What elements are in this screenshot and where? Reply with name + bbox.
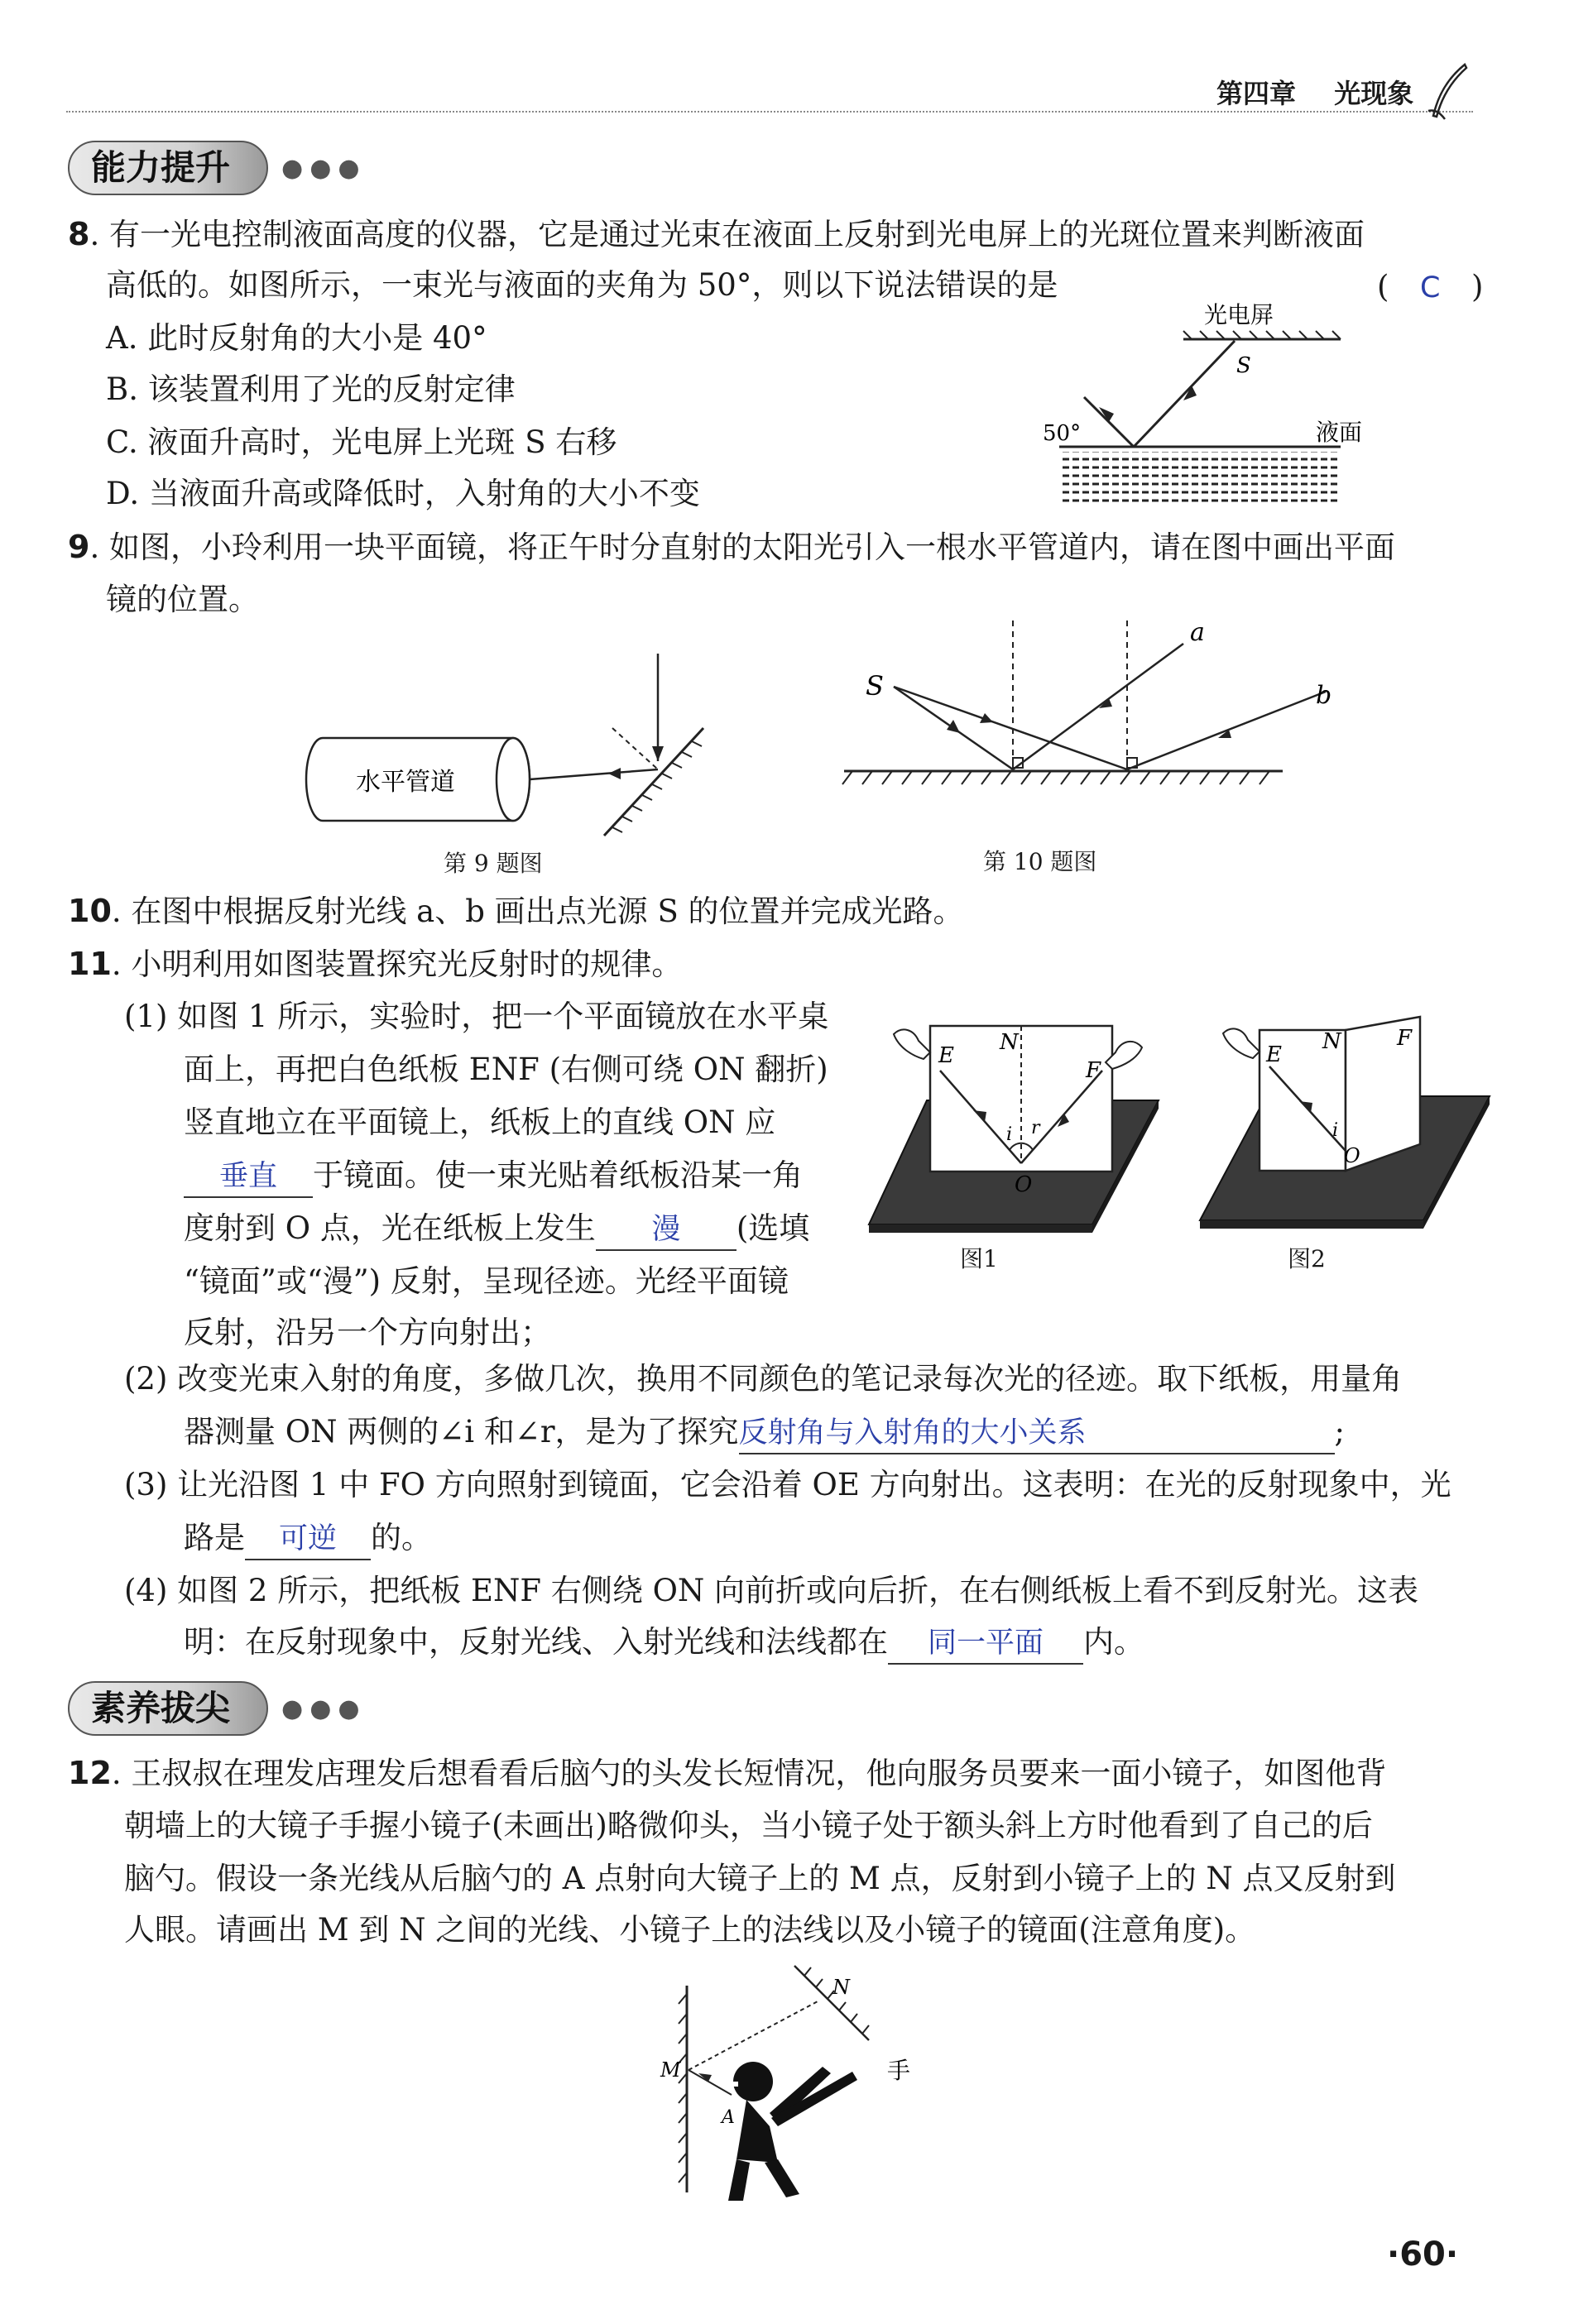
q8-number: 8: [68, 216, 90, 252]
q9-line2: 镜的位置。: [106, 582, 259, 617]
hand-label: 手: [887, 2057, 911, 2084]
fig2-label-f: F: [1397, 1026, 1413, 1051]
q11-p3-l2-end: 的。: [371, 1520, 432, 1555]
q11-p1-l5: [184, 1203, 809, 1254]
q12-line3: 脑勺。假设一条光线从后脑勺的 A 点射向大镜子上的 M 点，反射到小镜子上的 N 点又反射到: [124, 1861, 1396, 1896]
fig2-label-i: i: [1332, 1120, 1339, 1141]
section-title: 能力提升: [68, 141, 268, 195]
screen-label: 光电屏: [1204, 301, 1274, 328]
q11-p1-l4-text: 于镜面。使一束光贴着纸板沿某一角: [313, 1157, 803, 1193]
q11-answer-3: 反射角与入射角的大小关系: [739, 1413, 1335, 1454]
q11-p2-l2: [184, 1406, 1345, 1458]
q11-p3-l2-text: 路是: [184, 1520, 245, 1555]
section-header-excellence: [68, 1681, 367, 1736]
q8-line1: [68, 208, 1365, 261]
q11-answer-2: 漫: [596, 1210, 737, 1251]
q10-line: [68, 885, 964, 937]
liquid-label: 液面: [1316, 419, 1363, 446]
q12-line4: 人眼。请画出 M 到 N 之间的光线、小镜子上的法线以及小镜子的镜面(注意角度)。: [124, 1912, 1256, 1948]
q8-line2: 高低的。如图所示，一束光与液面的夹角为 50°，则以下说法错误的是: [106, 267, 1058, 303]
q11-intro-text: . 小明利用如图装置探究光反射时的规律。: [111, 946, 683, 982]
q11-p2-l1: (2) 改变光束入射的角度，多做几次，换用不同颜色的笔记录每次光的径迹。取下纸板，用量角: [124, 1361, 1403, 1397]
ray-b-label: b: [1316, 681, 1332, 710]
header-rule: [66, 111, 1473, 113]
q11-p1-l5-end: (选填: [736, 1210, 810, 1246]
q11-p3-l2: [184, 1512, 432, 1564]
header-chapter: [1216, 73, 1413, 111]
section-dots: ●●●: [281, 153, 367, 183]
q8-option-c: C. 液面升高时，光电屏上光斑 S 右移: [106, 424, 617, 460]
q11-p1-l7: 反射，沿另一个方向射出；: [184, 1315, 551, 1350]
ray-a-label: a: [1190, 618, 1205, 647]
source-label: S: [866, 670, 884, 702]
paren-close: ): [1471, 269, 1484, 304]
quill-icon: [1423, 61, 1473, 122]
q8-option-b: B. 该装置利用了光的反射定律: [106, 371, 516, 407]
q11-p1-l3: 竖直地立在平面镜上，纸板上的直线 ON 应: [184, 1104, 776, 1140]
spot-label: S: [1236, 353, 1251, 378]
q10-caption: 第 10 题图: [983, 848, 1097, 875]
q11-p3-l1: (3) 让光沿图 1 中 FO 方向照射到镜面，它会沿着 OE 方向射出。这表明：在光的反射现象中，光: [124, 1467, 1451, 1502]
q12-line2: 朝墙上的大镜子手握小镜子(未画出)略微仰头，当小镜子处于额头斜上方时他看到了自己的后: [124, 1808, 1373, 1843]
angle-label: 50°: [1043, 421, 1082, 446]
q11-p1-l2: 面上，再把白色纸板 ENF (右侧可绕 ON 翻折): [184, 1052, 828, 1087]
q12-text1: . 王叔叔在理发店理发后想看看后脑勺的头发长短情况，他向服务员要来一面小镜子，如图他背: [111, 1756, 1387, 1791]
q9-number: 9: [68, 529, 90, 565]
q11-answer-4: 可逆: [245, 1519, 371, 1560]
q8-text1: . 有一光电控制液面高度的仪器，它是通过光束在液面上反射到光电屏上的光斑位置来判断液面: [89, 217, 1365, 252]
q11-p2-l2-end: ;: [1334, 1414, 1345, 1450]
q9-line1: [68, 521, 1395, 573]
point-n-label: N: [832, 1976, 850, 1999]
q10-text: . 在图中根据反射光线 a、b 画出点光源 S 的位置并完成光路。: [111, 894, 964, 929]
fig1-caption: 图1: [960, 1245, 998, 1272]
q11-p1-l4: [184, 1150, 803, 1201]
q9-figure: [290, 645, 720, 836]
q11-p2-l2-text: 器测量 ON 两侧的∠i 和∠r，是为了探究: [184, 1414, 739, 1450]
q9-text1: . 如图，小玲利用一块平面镜，将正午时分直射的太阳光引入一根水平管道内，请在图中画出平面: [89, 529, 1395, 565]
q11-p4-l2-end: 内。: [1083, 1624, 1144, 1660]
q8-option-d: D. 当液面升高或降低时，入射角的大小不变: [106, 476, 700, 511]
q10-number: 10: [68, 893, 112, 929]
chapter-label: 第四章: [1216, 78, 1297, 109]
point-m-label: M: [660, 2058, 681, 2082]
page-number: ·60·: [1387, 2235, 1459, 2274]
q10-figure: [836, 612, 1332, 803]
fig2-label-o: O: [1344, 1144, 1360, 1167]
q11-number: 11: [68, 946, 112, 982]
point-a-label: A: [722, 2107, 735, 2128]
fig2-label-e: E: [1266, 1042, 1282, 1067]
q12-number: 12: [68, 1755, 112, 1791]
q11-p1-l1: (1) 如图 1 所示，实验时，把一个平面镜放在水平桌: [124, 999, 829, 1034]
fig2-label-n: N: [1322, 1029, 1341, 1054]
pipe-label: 水平管道: [356, 768, 455, 797]
q12-line1: [68, 1747, 1386, 1799]
fig1-label-r: r: [1031, 1118, 1040, 1138]
section-header-ability: [68, 141, 367, 195]
q11-p4-l2-text: 明：在反射现象中，反射光线、入射光线和法线都在: [184, 1624, 888, 1660]
chapter-title: 光现象: [1334, 78, 1414, 109]
section-dots-2: ●●●: [281, 1694, 367, 1723]
q8-option-a: A. 此时反射角的大小是 40°: [106, 320, 487, 356]
q8-answer-paren: [1377, 261, 1483, 314]
q11-answer-5: 同一平面: [888, 1623, 1083, 1665]
q11-figure-2: [1200, 997, 1498, 1253]
q8-answer: C: [1419, 271, 1441, 304]
q11-answer-1: 垂直: [184, 1157, 313, 1198]
q11-intro: [68, 938, 682, 990]
q9-caption: 第 9 题图: [444, 850, 543, 877]
fig1-label-i: i: [1006, 1124, 1013, 1145]
q11-p1-l5-text: 度射到 O 点，光在纸板上发生: [184, 1210, 596, 1246]
fig1-label-e: E: [938, 1043, 954, 1068]
q11-p1-l6: “镜面”或“漫”) 反射，呈现径迹。光经平面镜: [184, 1263, 789, 1299]
q11-figure-1: [869, 1001, 1167, 1258]
paren-open: (: [1377, 269, 1389, 304]
q11-p4-l1: (4) 如图 2 所示，把纸板 ENF 右侧绕 ON 向前折或向后折，在右侧纸板上看不到反射光。这表: [124, 1573, 1419, 1608]
q12-figure: [645, 1961, 960, 2201]
section-title-2: 素养拔尖: [68, 1681, 268, 1736]
fig1-label-f: F: [1086, 1058, 1101, 1083]
fig1-label-n: N: [1000, 1030, 1019, 1055]
q8-figure: [1043, 298, 1374, 513]
fig2-caption: 图2: [1288, 1245, 1326, 1272]
fig1-label-o: O: [1015, 1172, 1033, 1197]
q11-p4-l2: [184, 1617, 1144, 1668]
